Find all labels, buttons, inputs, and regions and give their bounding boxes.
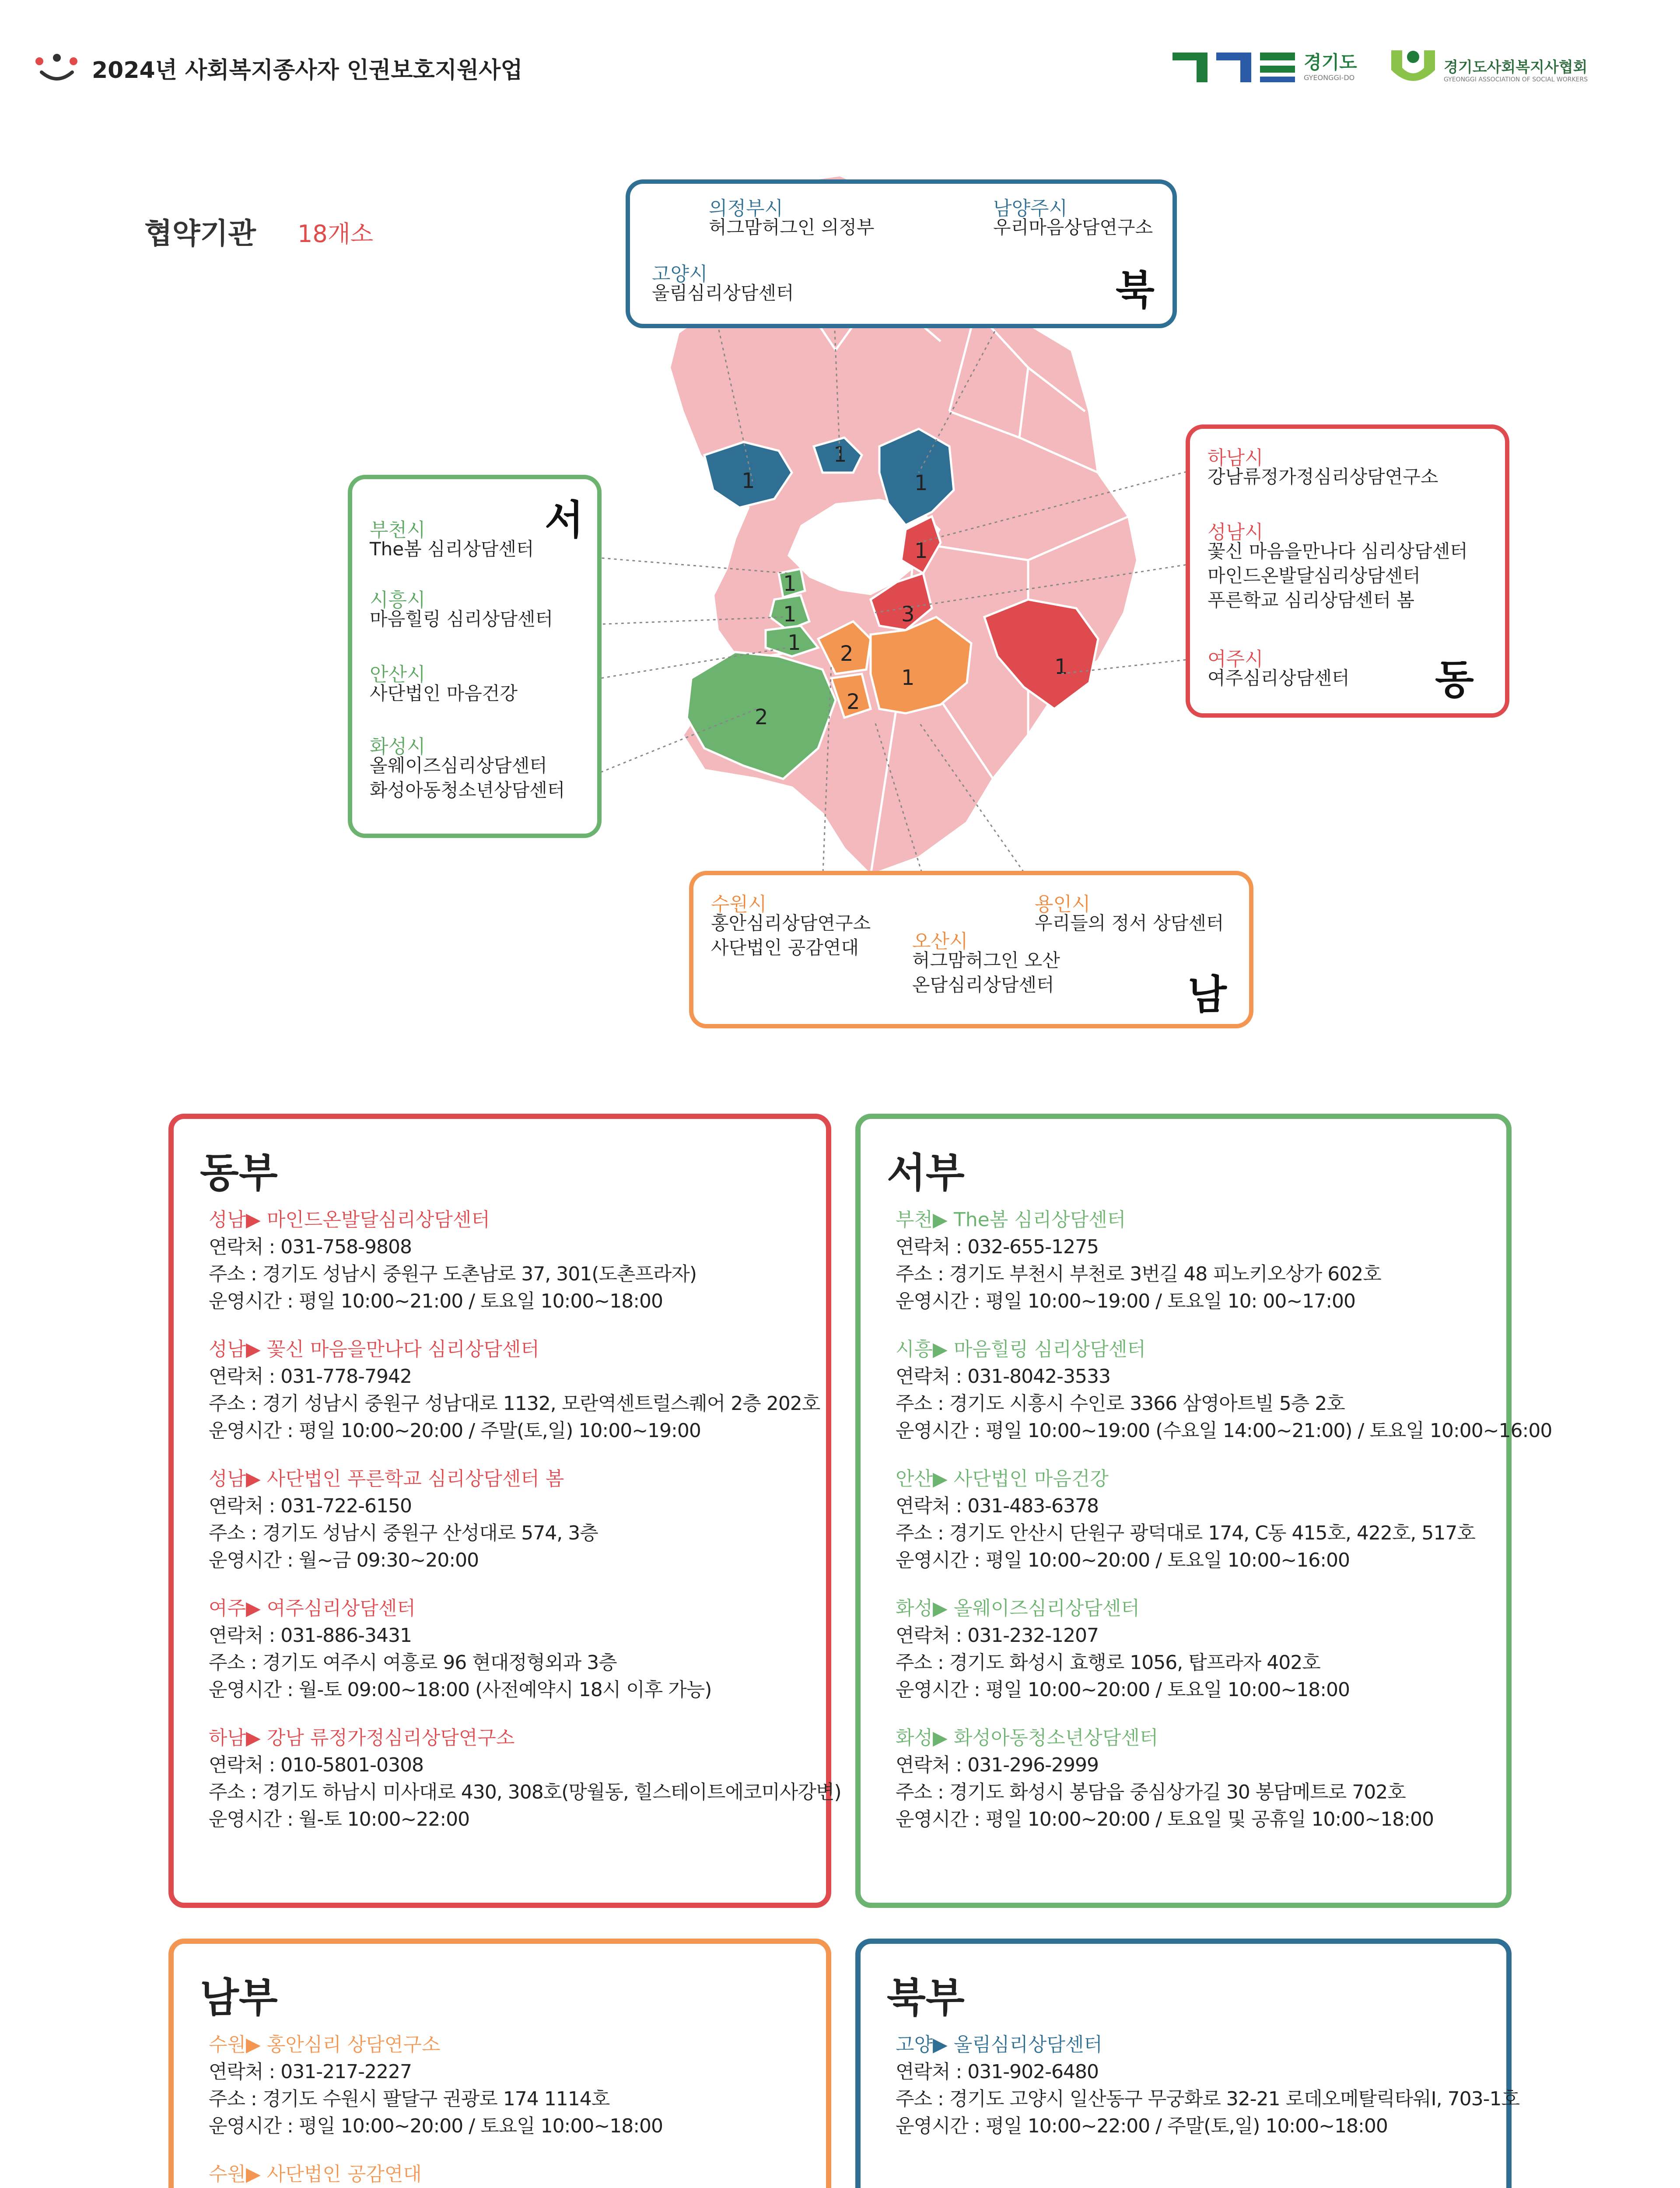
- center-detail-line: 주소 : 경기도 하남시 미사대로 430, 308호(망월동, 힐스테이트에코미사강변): [209, 1781, 841, 1803]
- region-city: 시흥시: [370, 589, 426, 611]
- center-name: 마음힐링 심리상담센터: [953, 1338, 1146, 1360]
- center-entry: [209, 1725, 841, 1833]
- info-box-south: [168, 1939, 831, 2188]
- center-entry-heading: [209, 1466, 813, 1493]
- center-detail-line: 주소 : 경기도 여주시 여흥로 96 현대정형외과 3층: [209, 1652, 617, 1674]
- center-detail-line: 운영시간 : 월~금 09:30~20:00: [209, 1549, 479, 1571]
- center-city: 성남▶: [209, 1338, 261, 1360]
- region-center: 홍안심리상담연구소 사단법인 공감연대: [711, 912, 871, 958]
- center-name: 여주심리상담센터: [266, 1597, 416, 1620]
- map-num-yongin: 1: [901, 666, 915, 690]
- region-center: 꽃신 마음을만나다 심리상담센터 마인드온발달심리상담센터 푸른학교 심리상담센터 봄: [1208, 540, 1468, 611]
- info-box-title: 동부: [200, 1150, 278, 1196]
- center-name: 꽃신 마음을만나다 심리상담센터: [266, 1338, 539, 1360]
- center-entry: [896, 1595, 1493, 1704]
- center-detail-line: 주소 : 경기도 부천시 부천로 3번길 48 피노키오상가 602호: [896, 1263, 1381, 1285]
- map-num-bucheon: 1: [783, 572, 797, 596]
- entries-north: [896, 2031, 1519, 2188]
- center-detail-line: 운영시간 : 월-토 10:00~22:00: [209, 1808, 470, 1830]
- center-detail-line: 운영시간 : 평일 10:00~19:00 / 토요일 10: 00~17:00: [896, 1290, 1356, 1312]
- region-center: 허그맘허그인 오산 온담심리상담센터: [912, 950, 1060, 996]
- center-detail-line: 주소 : 경기도 성남시 중원구 산성대로 574, 3층: [209, 1522, 598, 1544]
- center-entry: [896, 1466, 1493, 1574]
- center-detail-line: 운영시간 : 평일 10:00~20:00 / 토요일 10:00~18:00: [896, 1679, 1350, 1701]
- center-detail-line: 연락처 : 031-778-7942: [209, 1365, 412, 1388]
- center-entry: [209, 1336, 820, 1445]
- region-center: 여주심리상담센터: [1208, 667, 1350, 689]
- center-entry-heading: [896, 1336, 1493, 1363]
- center-detail-line: 연락처 : 031-722-6150: [209, 1495, 412, 1517]
- center-entry-heading: [209, 1206, 813, 1234]
- map-num-goyang: 1: [742, 469, 755, 493]
- region-center: 울림심리상담센터: [652, 282, 794, 304]
- center-entry: [209, 2161, 813, 2188]
- center-city: 화성▶: [896, 1597, 948, 1620]
- region-city: 남양주시: [993, 197, 1068, 220]
- center-detail-line: 연락처 : 031-902-6480: [896, 2061, 1099, 2083]
- center-entry: [896, 1725, 1493, 1833]
- center-entry: [209, 1595, 813, 1704]
- region-box-west: [348, 475, 602, 838]
- center-entry: [896, 1206, 1493, 1315]
- center-detail-line: 연락처 : 010-5801-0308: [209, 1754, 424, 1776]
- center-detail-line: 운영시간 : 평일 10:00~19:00 (수요일 14:00~21:00) / 토요일 10:00~16:00: [896, 1420, 1552, 1442]
- association-logo-text: 경기도사회복지사협회: [1444, 59, 1588, 76]
- center-entry: [896, 2031, 1519, 2140]
- partners-count: 18개소: [298, 220, 374, 248]
- info-box-north: [855, 1939, 1519, 2188]
- center-detail-line: 주소 : 경기도 고양시 일산동구 무궁화로 32-21 로데오메탈릭타워Ⅰ, 703-1호: [896, 2088, 1519, 2110]
- center-city: 수원▶: [209, 2163, 261, 2185]
- info-box-east: [168, 1114, 841, 1908]
- region-dir-east: 동: [1435, 656, 1474, 703]
- info-box-title: 서부: [887, 1150, 965, 1196]
- map-num-siheung: 1: [783, 602, 797, 627]
- entries-west: [896, 1206, 1552, 1854]
- region-center: The봄 심리상담센터: [370, 538, 534, 560]
- center-entry: [209, 1206, 813, 1315]
- center-entry-heading: [209, 2161, 813, 2188]
- center-city: 안산▶: [896, 1468, 948, 1490]
- region-box-east: [1186, 424, 1509, 718]
- center-detail-line: 주소 : 경기도 성남시 중원구 도촌남로 37, 301(도촌프라자): [209, 1263, 697, 1285]
- center-city: 화성▶: [896, 1727, 948, 1749]
- region-center: 허그맘허그인 의정부: [709, 217, 875, 238]
- map-num-osan: 2: [847, 690, 860, 714]
- center-city: 성남▶: [209, 1468, 261, 1490]
- center-name: 사단법인 푸른학교 심리상담센터 봄: [266, 1468, 564, 1490]
- center-detail-line: 연락처 : 031-8042-3533: [896, 1365, 1110, 1388]
- center-city: 부천▶: [896, 1209, 948, 1231]
- center-entry-heading: [896, 1206, 1493, 1234]
- entries-east: [209, 1206, 841, 1854]
- center-entry-heading: [896, 1466, 1493, 1493]
- page-title: 2024년 사회복지종사자 인권보호지원사업: [92, 57, 523, 84]
- region-city: 화성시: [370, 736, 426, 758]
- center-entry: [209, 2031, 813, 2140]
- region-city: 용인시: [1035, 893, 1091, 915]
- center-detail-line: 연락처 : 031-886-3431: [209, 1624, 412, 1647]
- center-detail-line: 연락처 : 032-655-1275: [896, 1236, 1099, 1258]
- center-detail-line: 연락처 : 031-483-6378: [896, 1495, 1099, 1517]
- center-name: 사단법인 마음건강: [953, 1468, 1109, 1490]
- region-city: 고양시: [652, 263, 708, 285]
- region-city: 수원시: [711, 893, 767, 915]
- center-entry-heading: [209, 1336, 813, 1363]
- region-city: 의정부시: [709, 197, 784, 220]
- info-box-title: 남부: [200, 1974, 278, 2021]
- entries-south: [209, 2031, 813, 2188]
- center-detail-line: 주소 : 경기도 화성시 봉담읍 중심상가길 30 봉담메트로 702호: [896, 1781, 1406, 1803]
- center-entry-heading: [896, 1725, 1493, 1752]
- center-name: 화성아동청소년상담센터: [953, 1727, 1158, 1749]
- map-num-namyangju: 1: [914, 471, 928, 495]
- center-detail-line: 연락처 : 031-758-9808: [209, 1236, 412, 1258]
- center-detail-line: 운영시간 : 평일 10:00~20:00 / 토요일 10:00~16:00: [896, 1549, 1350, 1571]
- region-city: 안산시: [370, 663, 426, 686]
- center-entry-heading: [209, 1725, 813, 1752]
- map-num-hwaseong: 2: [755, 705, 768, 729]
- center-city: 수원▶: [209, 2034, 261, 2056]
- map-num-seongnam: 3: [901, 602, 915, 627]
- center-entry-heading: [896, 2031, 1493, 2058]
- region-center: 올웨이즈심리상담센터 화성아동청소년상담센터: [370, 755, 565, 801]
- center-detail-line: 주소 : 경기도 시흥시 수인로 3366 삼영아트빌 5층 2호: [896, 1392, 1345, 1415]
- map-num-suwon: 2: [840, 642, 854, 666]
- center-city: 시흥▶: [896, 1338, 948, 1360]
- center-detail-line: 연락처 : 031-217-2227: [209, 2061, 412, 2083]
- map-num-yeoju: 1: [1054, 655, 1068, 679]
- center-entry-heading: [896, 1595, 1493, 1622]
- region-city: 하남시: [1208, 447, 1264, 469]
- center-name: 홍안심리 상담연구소: [266, 2034, 441, 2056]
- center-detail-line: 운영시간 : 월-토 09:00~18:00 (사전예약시 18시 이후 가능): [209, 1679, 712, 1701]
- region-center: 우리들의 정서 상담센터: [1035, 912, 1224, 934]
- center-detail-line: 운영시간 : 평일 10:00~21:00 / 토요일 10:00~18:00: [209, 1290, 663, 1312]
- center-detail-line: 연락처 : 031-296-2999: [896, 1754, 1099, 1776]
- center-detail-line: 주소 : 경기 성남시 중원구 성남대로 1132, 모란역센트럴스퀘어 2층 202호: [209, 1392, 820, 1415]
- center-name: 사단법인 공감연대: [266, 2163, 422, 2185]
- center-city: 여주▶: [209, 1597, 261, 1620]
- region-dir-north: 북: [1116, 267, 1155, 314]
- region-city: 여주시: [1208, 648, 1264, 670]
- map-num-hanam: 1: [914, 539, 928, 563]
- region-city: 부천시: [370, 519, 426, 541]
- center-city: 성남▶: [209, 1209, 261, 1231]
- center-city: 고양▶: [896, 2034, 948, 2056]
- region-dir-west: 서: [545, 497, 584, 543]
- gyeonggi-logo-text: 경기도: [1304, 52, 1357, 73]
- center-city: 하남▶: [209, 1727, 261, 1749]
- center-name: 올웨이즈심리상담센터: [953, 1597, 1140, 1620]
- map-num-uijeongbu: 1: [833, 442, 847, 467]
- region-city: 오산시: [912, 930, 968, 953]
- region-box-south: [689, 871, 1253, 1028]
- center-name: The봄 심리상담센터: [953, 1209, 1126, 1231]
- center-detail-line: 운영시간 : 평일 10:00~20:00 / 주말(토,일) 10:00~19:00: [209, 1420, 701, 1442]
- map-num-ansan: 1: [788, 631, 801, 655]
- region-city: 성남시: [1208, 521, 1264, 543]
- partners-title: 협약기관: [144, 217, 256, 250]
- center-detail-line: 주소 : 경기도 안산시 단원구 광덕대로 174, C동 415호, 422호, 517호: [896, 1522, 1475, 1544]
- association-logo-sub: GYEONGGI ASSOCIATION OF SOCIAL WORKERS: [1444, 76, 1588, 83]
- center-entry-heading: [209, 2031, 813, 2058]
- region-center: 마음힐링 심리상담센터: [370, 608, 553, 630]
- center-detail-line: 주소 : 경기도 화성시 효행로 1056, 탑프라자 402호: [896, 1652, 1320, 1674]
- center-name: 울림심리상담센터: [953, 2034, 1102, 2056]
- region-center: 강남류정가정심리상담연구소: [1208, 466, 1438, 487]
- region-center: 우리마음상담연구소: [993, 217, 1153, 238]
- center-detail-line: 운영시간 : 평일 10:00~20:00 / 토요일 10:00~18:00: [209, 2115, 663, 2137]
- center-entry-heading: [209, 1595, 813, 1622]
- center-name: 강남 류정가정심리상담연구소: [266, 1727, 515, 1749]
- center-entry: [896, 1336, 1552, 1445]
- center-name: 마인드온발달심리상담센터: [266, 1209, 490, 1231]
- region-box-north: [626, 179, 1177, 328]
- gyeonggi-logo-sub: GYEONGGI-DO: [1304, 74, 1355, 82]
- info-box-west: [855, 1114, 1552, 1908]
- center-entry: [209, 1466, 813, 1574]
- center-detail-line: 연락처 : 031-232-1207: [896, 1624, 1099, 1647]
- center-detail-line: 운영시간 : 평일 10:00~20:00 / 토요일 및 공휴일 10:00~18:00: [896, 1808, 1434, 1830]
- center-detail-line: 운영시간 : 평일 10:00~22:00 / 주말(토,일) 10:00~18:00: [896, 2115, 1388, 2137]
- info-box-title: 북부: [887, 1974, 965, 2021]
- center-detail-line: 주소 : 경기도 수원시 팔달구 권광로 174 1114호: [209, 2088, 610, 2110]
- region-dir-south: 남: [1188, 971, 1227, 1018]
- region-center: 사단법인 마음건강: [370, 683, 518, 704]
